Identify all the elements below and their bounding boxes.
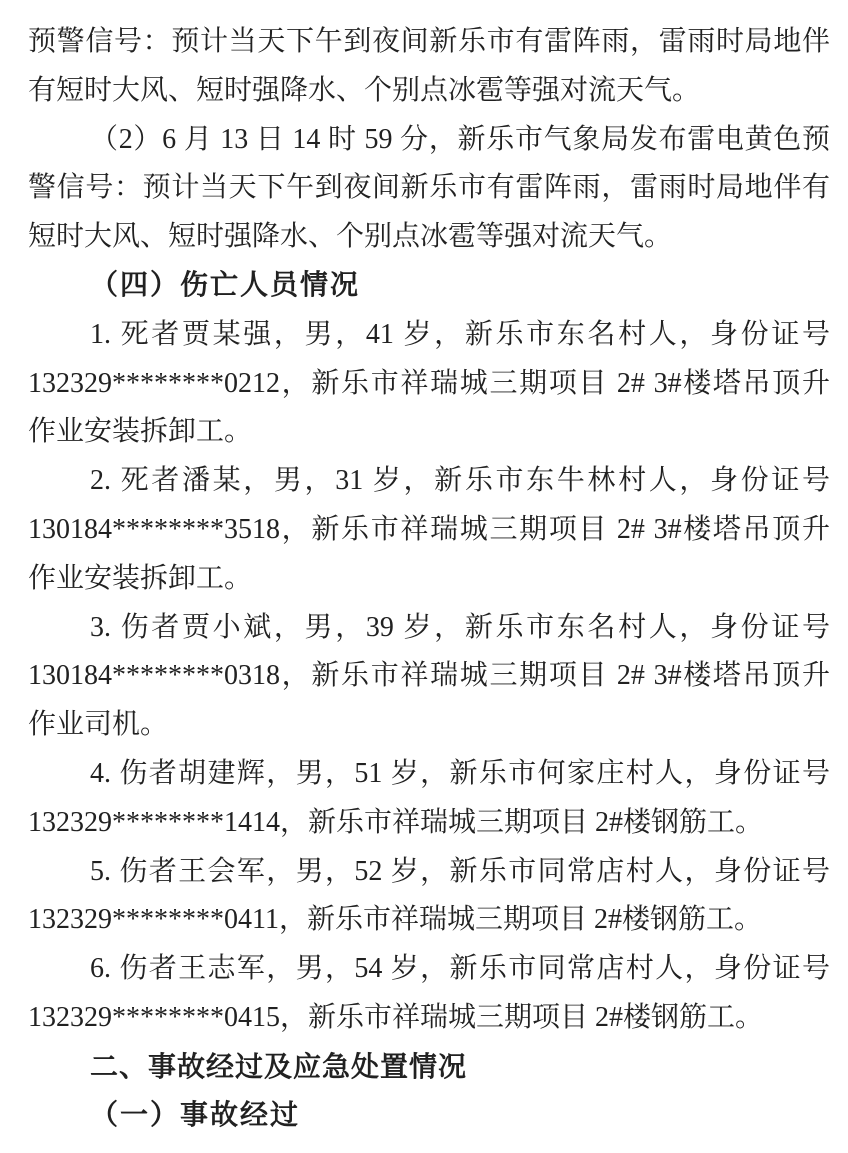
text-line: 132329********0415，新乐市祥瑞城三期项目 2#楼钢筋工。 [28, 1001, 764, 1033]
text-line: 2. 死者潘某，男，31 岁，新乐市东牛林村人，身份证号 [90, 465, 830, 497]
paragraph-warning-signal-2 [28, 116, 830, 262]
text-line: 作业司机。 [28, 709, 169, 741]
text-line: 3. 伤者贾小斌，男，39 岁，新乐市东名村人，身份证号 [90, 611, 830, 643]
text-line: 4. 伤者胡建辉，男，51 岁，新乐市何家庄村人，身份证号 [90, 757, 830, 789]
text-line: 132329********0411，新乐市祥瑞城三期项目 2#楼钢筋工。 [28, 904, 762, 936]
text-line: 130184********3518，新乐市祥瑞城三期项目 2# 3#楼塔吊顶升 [28, 513, 830, 545]
text-line: 有短时大风、短时强降水、个别点冰雹等强对流天气。 [28, 74, 701, 106]
text-line: 1. 死者贾某强，男，41 岁，新乐市东名村人，身份证号 [90, 318, 830, 350]
paragraph-warning-signal-continuation [28, 18, 830, 116]
casualty-item-4 [28, 750, 830, 848]
text-line: 短时大风、短时强降水、个别点冰雹等强对流天气。 [28, 221, 673, 253]
subsection-heading-accident-course [28, 1092, 830, 1141]
text-line: 作业安装拆卸工。 [28, 562, 253, 594]
text-line: 5. 伤者王会军，男，52 岁，新乐市同常店村人，身份证号 [90, 855, 830, 887]
text-line: 132329********0212，新乐市祥瑞城三期项目 2# 3#楼塔吊顶升 [28, 367, 830, 399]
casualty-item-1 [28, 311, 830, 457]
text-line: 6. 伤者王志军，男，54 岁，新乐市同常店村人，身份证号 [90, 953, 830, 985]
section-heading-casualties [28, 262, 830, 311]
casualty-item-3 [28, 604, 830, 750]
text-line: （2）6 月 13 日 14 时 59 分，新乐市气象局发布雷电黄色预 [90, 123, 830, 155]
heading-line: （一）事故经过 [90, 1099, 301, 1131]
casualty-item-6 [28, 945, 830, 1043]
casualty-item-5 [28, 848, 830, 946]
casualty-item-2 [28, 457, 830, 603]
section-heading-accident-course-and-response [28, 1043, 830, 1092]
text-line: 预警信号：预计当天下午到夜间新乐市有雷阵雨，雷雨时局地伴 [28, 26, 830, 57]
text-line: 130184********0318，新乐市祥瑞城三期项目 2# 3#楼塔吊顶升 [28, 660, 830, 692]
text-line: 作业安装拆卸工。 [28, 416, 253, 448]
text-line: 警信号：预计当天下午到夜间新乐市有雷阵雨，雷雨时局地伴有 [28, 172, 830, 204]
heading-line: 二、事故经过及应急处置情况 [90, 1050, 468, 1082]
heading-line: （四）伤亡人员情况 [90, 269, 361, 301]
text-line: 132329********1414，新乐市祥瑞城三期项目 2#楼钢筋工。 [28, 806, 764, 838]
